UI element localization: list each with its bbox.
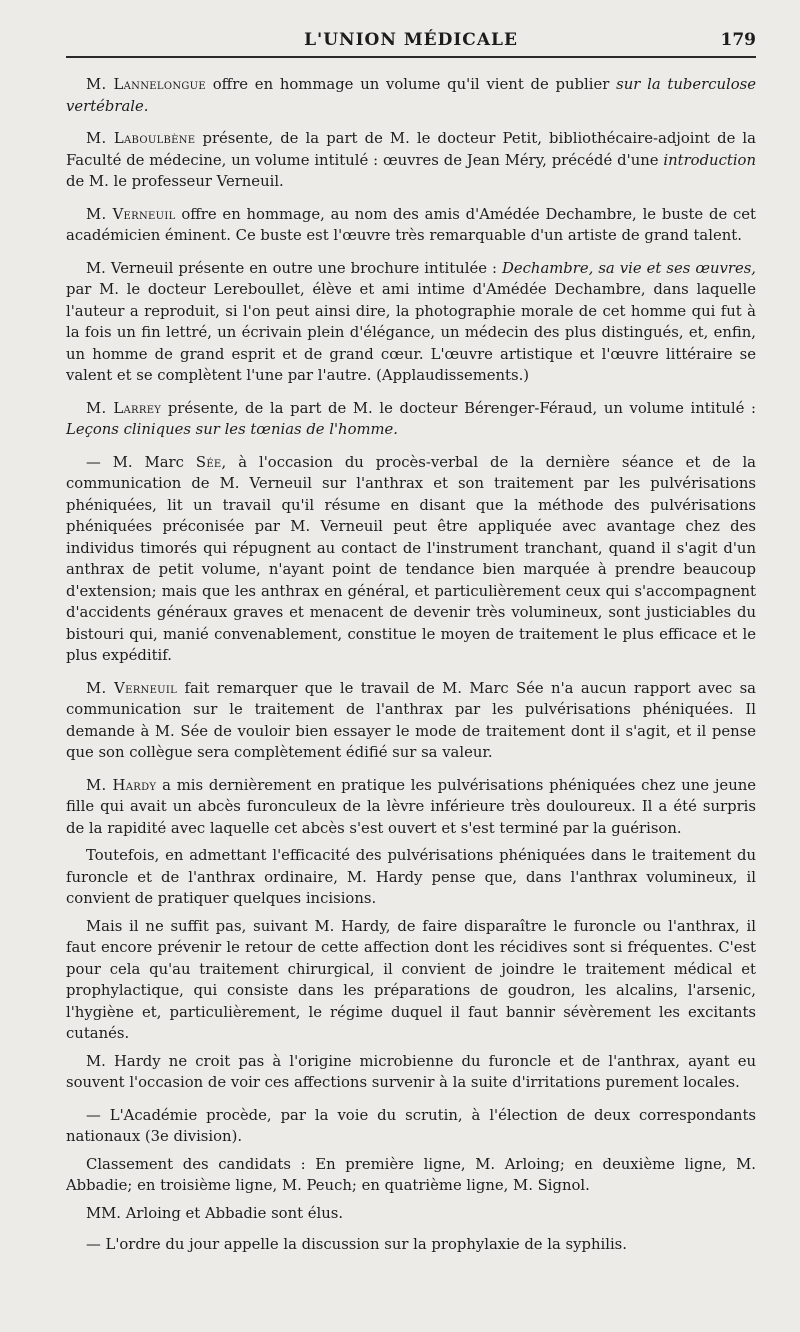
paragraph-text: Classement des candidats : En première ligne, M. Arloing; en deuxième ligne, M. Abbadie; en troisième ligne, M. Peuch; en quatrième ligne, M. Signol. [66, 1155, 756, 1194]
running-head [66, 30, 756, 58]
paragraph-text: offre en hommage un volume qu'il vient de publier [206, 76, 617, 93]
page-number: 179 [720, 30, 756, 50]
paragraph-text: a mis dernièrement en pratique les pulvérisations phéniquées chez une jeune fille qui avait un abcès furonculeux de la lèvre inférieure très douloureux. Il a été surpris de la rapidité avec laquelle cet abcès s'est ouvert et s'est terminé par la guérison. [66, 776, 757, 837]
paragraph-text: — L'Académie procède, par la voie du scrutin, à l'élection de deux correspondants nationaux (3e division). [66, 1106, 756, 1145]
paragraph-text: M. Verneuil présente en outre une brochure intitulée : [86, 259, 503, 277]
paragraph [66, 128, 756, 193]
paragraph-text: présente, de la part de M. le docteur Petit, bibliothécaire-adjoint de la Faculté de médecine, un volume intitulé : œuvres de Jean Méry, précédé d'une [66, 130, 756, 169]
speaker-name: M. Hardy [86, 776, 157, 794]
paragraph-text: M. Hardy ne croit pas à l'origine microbienne du furoncle et de l'anthrax, ayant eu souvent l'occasion de voir ces affections survenir à la suite d'irritations purement locales. [66, 1052, 756, 1091]
journal-title: L'UNION MÉDICALE [304, 30, 518, 50]
paragraph [66, 1234, 756, 1256]
paragraph [66, 258, 756, 387]
paragraph [66, 452, 756, 667]
paragraph [66, 775, 756, 840]
paragraph-text: Mais il ne suffit pas, suivant M. Hardy, de faire disparaître le furoncle ou l'anthrax, il faut encore prévenir le retour de cette affection dont les récidives sont si fréquentes. C'est pour cela qu'au traitement chirurgical, il convient de joindre le traitement médical et prophylactique, qui consiste dans les préparations de goudron, les alcalins, l'arsenic, l'hygiène et, particulièrement, le régime duquel il faut bannir sévèrement les excitants cutanés. [66, 917, 756, 1042]
paragraph [66, 845, 756, 910]
paragraph-text: Toutefois, en admettant l'efficacité des pulvérisations phéniquées dans le traitement du furoncle et de l'anthrax ordinaire, M. Hardy pense que, dans l'anthrax volumineux, il convient de pratiquer quelques incisions. [66, 847, 756, 907]
paragraph [66, 916, 756, 1045]
book-title: Dechambre, sa vie et ses œuvres, [502, 259, 756, 277]
speaker-name: M. Lannelongue [86, 76, 206, 93]
paragraph [66, 678, 756, 764]
paragraph-text: MM. Arloing et Abbadie sont élus. [86, 1204, 344, 1222]
paragraph [66, 1051, 756, 1094]
paragraph-text: — L'ordre du jour appelle la discussion sur la prophylaxie de la syphilis. [86, 1236, 627, 1253]
paragraph-text: , à l'occasion du procès-verbal de la dernière séance et de la communication de M. Verneuil sur l'anthrax et son traitement par les pulvérisations phéniquées, lit un travail qu'il résume en disant que la méthode des pulvérisations phéniquées préconisée par M. Verneuil peut être appliquée avec avantage chez des individus timorés qui répugnent au contact de l'instrument tranchant, quand il s'agit d'un anthrax de petit volume, n'ayant point de tendance bien marquée à prendre beaucoup d'extension; mais que les anthrax en général, et particulièrement ceux qui s'accompagnent d'accidents généraux graves et menacent de devenir très volumineux, sont justiciables du bistouri qui, manié convenablement, constitue le moyen de traitement le plus efficace et le plus expéditif. [66, 453, 756, 664]
paragraph [66, 74, 756, 117]
paragraph-text: par M. le docteur Lereboullet, élève et ami intime d'Amédée Dechambre, dans laquelle l'auteur a reproduit, si l'on peut ainsi dire, la photographie morale de cet homme qui fut à la fois un fin lettré, un écrivain plein d'élégance, un médecin des plus distingués, et, enfin, un homme de grand esprit et de grand cœur. L'œuvre artistique et l'œuvre littéraire se valent et se complètent l'une par l'autre. (Applaudissements.) [66, 281, 756, 384]
paragraph [66, 1154, 756, 1197]
paragraph [66, 204, 756, 247]
paragraph [66, 398, 756, 441]
speaker-name: M. Verneuil [86, 205, 176, 223]
book-title: Leçons cliniques sur les tœnias de l'homme. [66, 421, 399, 438]
paragraph-text: fait remarquer que le travail de M. Marc Sée n'a aucun rapport avec sa communication sur le traitement de l'anthrax par les pulvérisations phéniquées. Il demande à M. Sée de vouloir bien essayer le mode de traitement dont il s'agit, et il pense que son collègue sera complètement édifié sur sa valeur. [66, 679, 756, 761]
paragraph-text: offre en hommage, au nom des amis d'Amédée Dechambre, le buste de cet académicien éminent. Ce buste est l'œuvre très remarquable d'un artiste de grand talent. [66, 205, 757, 244]
speaker-name: M. Verneuil [86, 679, 178, 697]
speaker-name: M. Laboulbène [86, 130, 196, 147]
election-section [66, 1105, 756, 1225]
paragraph-text: — M. Marc [86, 453, 196, 471]
paragraph [66, 1105, 756, 1148]
speaker-name: Sée [195, 453, 222, 471]
article-body [66, 74, 756, 1256]
speaker-name: M. Larrey [86, 399, 162, 417]
italic-text: introduction [663, 151, 756, 169]
paragraph-text: présente, de la part de M. le docteur Bérenger-Féraud, un volume intitulé : [161, 399, 756, 417]
paragraph-text: de M. le professeur Verneuil. [66, 173, 284, 190]
book-title: sur la tuberculose vertébrale. [66, 76, 757, 115]
paragraph [66, 1203, 756, 1225]
